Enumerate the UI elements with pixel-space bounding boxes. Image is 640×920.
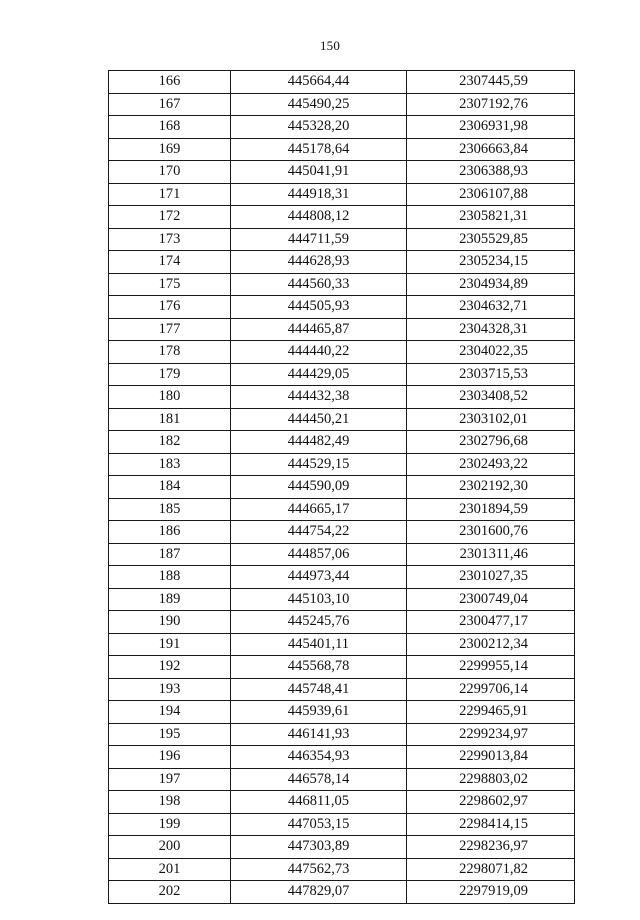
table-row	[109, 251, 575, 274]
table-body	[109, 71, 575, 904]
table-row	[109, 341, 575, 364]
y-coordinate-cell: 2305529,85	[407, 228, 575, 251]
y-coordinate-cell: 2304328,31	[407, 318, 575, 341]
point-number-cell: 179	[109, 363, 231, 386]
table-row	[109, 476, 575, 499]
x-coordinate-cell: 446141,93	[231, 723, 407, 746]
table-row	[109, 363, 575, 386]
y-coordinate-cell: 2297919,09	[407, 881, 575, 904]
y-coordinate-cell: 2302796,68	[407, 431, 575, 454]
x-coordinate-cell: 444590,09	[231, 476, 407, 499]
table-row	[109, 633, 575, 656]
x-coordinate-cell: 445178,64	[231, 138, 407, 161]
point-number-cell: 172	[109, 206, 231, 229]
y-coordinate-cell: 2298602,97	[407, 791, 575, 814]
y-coordinate-cell: 2301311,46	[407, 543, 575, 566]
y-coordinate-cell: 2301027,35	[407, 566, 575, 589]
page-number: 150	[319, 38, 341, 53]
y-coordinate-cell: 2298071,82	[407, 858, 575, 881]
point-number-cell: 198	[109, 791, 231, 814]
x-coordinate-cell: 445245,76	[231, 611, 407, 634]
point-number-cell: 167	[109, 93, 231, 116]
x-coordinate-cell: 445328,20	[231, 116, 407, 139]
y-coordinate-cell: 2307192,76	[407, 93, 575, 116]
x-coordinate-cell: 444711,59	[231, 228, 407, 251]
x-coordinate-cell: 445103,10	[231, 588, 407, 611]
point-number-cell: 182	[109, 431, 231, 454]
y-coordinate-cell: 2304632,71	[407, 296, 575, 319]
table-row	[109, 498, 575, 521]
x-coordinate-cell: 447829,07	[231, 881, 407, 904]
x-coordinate-cell: 444482,49	[231, 431, 407, 454]
table-row	[109, 183, 575, 206]
point-number-cell: 189	[109, 588, 231, 611]
x-coordinate-cell: 444628,93	[231, 251, 407, 274]
table-row	[109, 116, 575, 139]
x-coordinate-cell: 444465,87	[231, 318, 407, 341]
table-row	[109, 521, 575, 544]
y-coordinate-cell: 2299706,14	[407, 678, 575, 701]
x-coordinate-cell: 446354,93	[231, 746, 407, 769]
x-coordinate-cell: 444857,06	[231, 543, 407, 566]
y-coordinate-cell: 2298803,02	[407, 768, 575, 791]
x-coordinate-cell: 447053,15	[231, 813, 407, 836]
y-coordinate-cell: 2299234,97	[407, 723, 575, 746]
table-row	[109, 813, 575, 836]
point-number-cell: 188	[109, 566, 231, 589]
point-number-cell: 202	[109, 881, 231, 904]
table-row	[109, 791, 575, 814]
y-coordinate-cell: 2305821,31	[407, 206, 575, 229]
x-coordinate-cell: 444440,22	[231, 341, 407, 364]
table-row	[109, 206, 575, 229]
y-coordinate-cell: 2306388,93	[407, 161, 575, 184]
point-number-cell: 196	[109, 746, 231, 769]
table-row	[109, 161, 575, 184]
x-coordinate-cell: 446578,14	[231, 768, 407, 791]
table-row	[109, 273, 575, 296]
table-row	[109, 746, 575, 769]
y-coordinate-cell: 2302192,30	[407, 476, 575, 499]
x-coordinate-cell: 444560,33	[231, 273, 407, 296]
point-number-cell: 170	[109, 161, 231, 184]
y-coordinate-cell: 2301600,76	[407, 521, 575, 544]
x-coordinate-cell: 444918,31	[231, 183, 407, 206]
y-coordinate-cell: 2305234,15	[407, 251, 575, 274]
y-coordinate-cell: 2306107,88	[407, 183, 575, 206]
point-number-cell: 169	[109, 138, 231, 161]
point-number-cell: 186	[109, 521, 231, 544]
table-row	[109, 723, 575, 746]
x-coordinate-cell: 445748,41	[231, 678, 407, 701]
table-row	[109, 431, 575, 454]
x-coordinate-cell: 445568,78	[231, 656, 407, 679]
point-number-cell: 178	[109, 341, 231, 364]
x-coordinate-cell: 447303,89	[231, 836, 407, 859]
point-number-cell: 171	[109, 183, 231, 206]
table-row	[109, 93, 575, 116]
x-coordinate-cell: 444665,17	[231, 498, 407, 521]
table-row	[109, 453, 575, 476]
x-coordinate-cell: 444808,12	[231, 206, 407, 229]
point-number-cell: 200	[109, 836, 231, 859]
table-row	[109, 701, 575, 724]
point-number-cell: 181	[109, 408, 231, 431]
point-number-cell: 193	[109, 678, 231, 701]
y-coordinate-cell: 2299013,84	[407, 746, 575, 769]
x-coordinate-cell: 444529,15	[231, 453, 407, 476]
y-coordinate-cell: 2298414,15	[407, 813, 575, 836]
x-coordinate-cell: 447562,73	[231, 858, 407, 881]
table-row	[109, 768, 575, 791]
point-number-cell: 191	[109, 633, 231, 656]
point-number-cell: 166	[109, 71, 231, 94]
table-row	[109, 678, 575, 701]
point-number-cell: 174	[109, 251, 231, 274]
y-coordinate-cell: 2300749,04	[407, 588, 575, 611]
point-number-cell: 184	[109, 476, 231, 499]
x-coordinate-cell: 445041,91	[231, 161, 407, 184]
table-row	[109, 566, 575, 589]
x-coordinate-cell: 444450,21	[231, 408, 407, 431]
point-number-cell: 168	[109, 116, 231, 139]
y-coordinate-cell: 2302493,22	[407, 453, 575, 476]
y-coordinate-cell: 2303715,53	[407, 363, 575, 386]
point-number-cell: 175	[109, 273, 231, 296]
point-number-cell: 195	[109, 723, 231, 746]
y-coordinate-cell: 2299465,91	[407, 701, 575, 724]
x-coordinate-cell: 444505,93	[231, 296, 407, 319]
point-number-cell: 194	[109, 701, 231, 724]
point-number-cell: 177	[109, 318, 231, 341]
table-row	[109, 228, 575, 251]
coordinates-table	[108, 70, 575, 904]
x-coordinate-cell: 445664,44	[231, 71, 407, 94]
x-coordinate-cell: 444754,22	[231, 521, 407, 544]
x-coordinate-cell: 445401,11	[231, 633, 407, 656]
point-number-cell: 183	[109, 453, 231, 476]
y-coordinate-cell: 2300212,34	[407, 633, 575, 656]
point-number-cell: 192	[109, 656, 231, 679]
point-number-cell: 201	[109, 858, 231, 881]
point-number-cell: 185	[109, 498, 231, 521]
x-coordinate-cell: 446811,05	[231, 791, 407, 814]
y-coordinate-cell: 2304022,35	[407, 341, 575, 364]
y-coordinate-cell: 2301894,59	[407, 498, 575, 521]
point-number-cell: 199	[109, 813, 231, 836]
table-row	[109, 588, 575, 611]
table-row	[109, 138, 575, 161]
y-coordinate-cell: 2299955,14	[407, 656, 575, 679]
y-coordinate-cell: 2303408,52	[407, 386, 575, 409]
y-coordinate-cell: 2307445,59	[407, 71, 575, 94]
y-coordinate-cell: 2306931,98	[407, 116, 575, 139]
table-row	[109, 386, 575, 409]
table-row	[109, 656, 575, 679]
x-coordinate-cell: 444432,38	[231, 386, 407, 409]
table-row	[109, 836, 575, 859]
point-number-cell: 180	[109, 386, 231, 409]
point-number-cell: 176	[109, 296, 231, 319]
table-row	[109, 881, 575, 904]
y-coordinate-cell: 2303102,01	[407, 408, 575, 431]
y-coordinate-cell: 2306663,84	[407, 138, 575, 161]
table-row	[109, 318, 575, 341]
x-coordinate-cell: 444429,05	[231, 363, 407, 386]
x-coordinate-cell: 445939,61	[231, 701, 407, 724]
table-row	[109, 543, 575, 566]
table-row	[109, 296, 575, 319]
x-coordinate-cell: 444973,44	[231, 566, 407, 589]
y-coordinate-cell: 2300477,17	[407, 611, 575, 634]
y-coordinate-cell: 2298236,97	[407, 836, 575, 859]
point-number-cell: 190	[109, 611, 231, 634]
table-row	[109, 858, 575, 881]
table-row	[109, 71, 575, 94]
point-number-cell: 187	[109, 543, 231, 566]
table-row	[109, 611, 575, 634]
y-coordinate-cell: 2304934,89	[407, 273, 575, 296]
table-row	[109, 408, 575, 431]
point-number-cell: 173	[109, 228, 231, 251]
point-number-cell: 197	[109, 768, 231, 791]
x-coordinate-cell: 445490,25	[231, 93, 407, 116]
